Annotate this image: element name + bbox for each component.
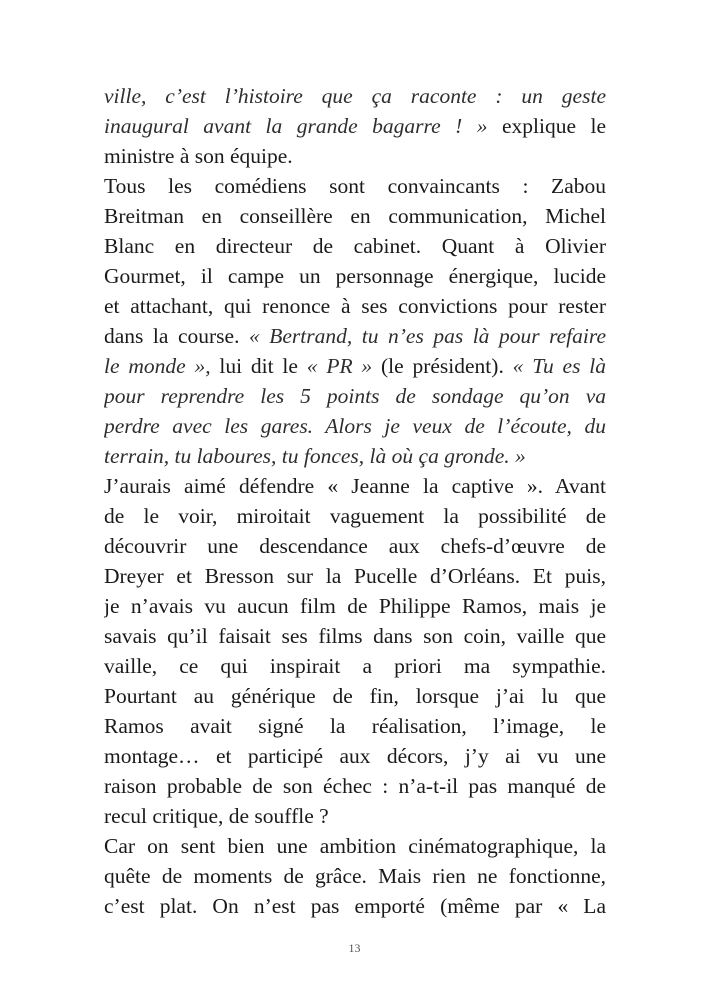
text-line <box>104 711 606 741</box>
text-run: « Tu es là <box>512 354 606 378</box>
text-line <box>104 411 606 441</box>
text-line <box>104 81 606 111</box>
text-line <box>104 771 606 801</box>
text-run: perdre avec les gares. Alors je veux de l’écoute, du <box>104 414 606 438</box>
text-run: terrain, tu laboures, tu fonces, là où ça gronde. » <box>104 444 526 468</box>
text-run: de le voir, miroitait vaguement la possibilité de <box>104 504 606 528</box>
text-run: savais qu’il faisait ses films dans son coin, vaille que <box>104 624 606 648</box>
text-line <box>104 531 606 561</box>
page-number: 13 <box>348 941 361 955</box>
text-run: Car on sent bien une ambition cinématographique, la <box>104 834 606 858</box>
text-run: ministre à son équipe. <box>104 144 293 168</box>
text-line <box>104 861 606 891</box>
text-line <box>104 471 606 501</box>
text-line <box>104 621 606 651</box>
text-line <box>104 501 606 531</box>
text-run: Blanc en directeur de cabinet. Quant à Olivier <box>104 234 606 258</box>
text-run: explique le <box>487 114 606 138</box>
text-line <box>104 681 606 711</box>
text-run: et attachant, qui renonce à ses convictions pour rester <box>104 294 606 318</box>
text-run: Pourtant au générique de fin, lorsque j’ai lu que <box>104 684 606 708</box>
text-run: découvrir une descendance aux chefs-d’œuvre de <box>104 534 606 558</box>
text-run: recul critique, de souffle ? <box>104 804 329 828</box>
text-line <box>104 381 606 411</box>
text-line <box>104 591 606 621</box>
text-run: ville, c’est l’histoire que ça raconte : un geste <box>104 84 606 108</box>
text-run: Breitman en conseillère en communication, Michel <box>104 204 606 228</box>
text-run: pour reprendre les 5 points de sondage qu’on va <box>104 384 606 408</box>
text-run: lui dit le <box>210 354 307 378</box>
text-run: raison probable de son échec : n’a-t-il pas manqué de <box>104 774 606 798</box>
text-run: Ramos avait signé la réalisation, l’image, le <box>104 714 606 738</box>
text-line <box>104 171 606 201</box>
text-run: le monde », <box>104 354 211 378</box>
text-line <box>104 561 606 591</box>
text-run: je n’avais vu aucun film de Philippe Ramos, mais je <box>104 594 606 618</box>
text-run: Gourmet, il campe un personnage énergique, lucide <box>104 264 606 288</box>
text-run: « PR » <box>306 354 373 378</box>
text-run: quête de moments de grâce. Mais rien ne fonctionne, <box>104 864 606 888</box>
text-run: vaille, ce qui inspirait a priori ma sympathie. <box>104 654 606 678</box>
text-run: (le président). <box>372 354 513 378</box>
text-line <box>104 111 606 141</box>
text-run: montage… et participé aux décors, j’y ai vu une <box>104 744 606 768</box>
text-line <box>104 351 606 381</box>
text-run: c’est plat. On n’est pas emporté (même par « La <box>104 894 606 918</box>
text-line <box>104 651 606 681</box>
text-line <box>104 261 606 291</box>
text-line <box>104 291 606 321</box>
text-line <box>104 141 606 171</box>
text-line <box>104 441 606 471</box>
text-run: « Bertrand, tu n’es pas là pour refaire <box>248 324 606 348</box>
text-line <box>104 321 606 351</box>
text-run: Tous les comédiens sont convaincants : Zabou <box>104 174 606 198</box>
text-line <box>104 231 606 261</box>
text-line <box>104 891 606 921</box>
text-run: inaugural avant la grande bagarre ! » <box>104 114 488 138</box>
text-line <box>104 741 606 771</box>
text-run: dans la course. <box>104 324 249 348</box>
text-run: Dreyer et Bresson sur la Pucelle d’Orléans. Et puis, <box>104 564 606 588</box>
text-run: J’aurais aimé défendre « Jeanne la captive ». Avant <box>104 474 606 498</box>
text-line <box>104 201 606 231</box>
text-line <box>104 831 606 861</box>
text-line <box>104 801 606 831</box>
